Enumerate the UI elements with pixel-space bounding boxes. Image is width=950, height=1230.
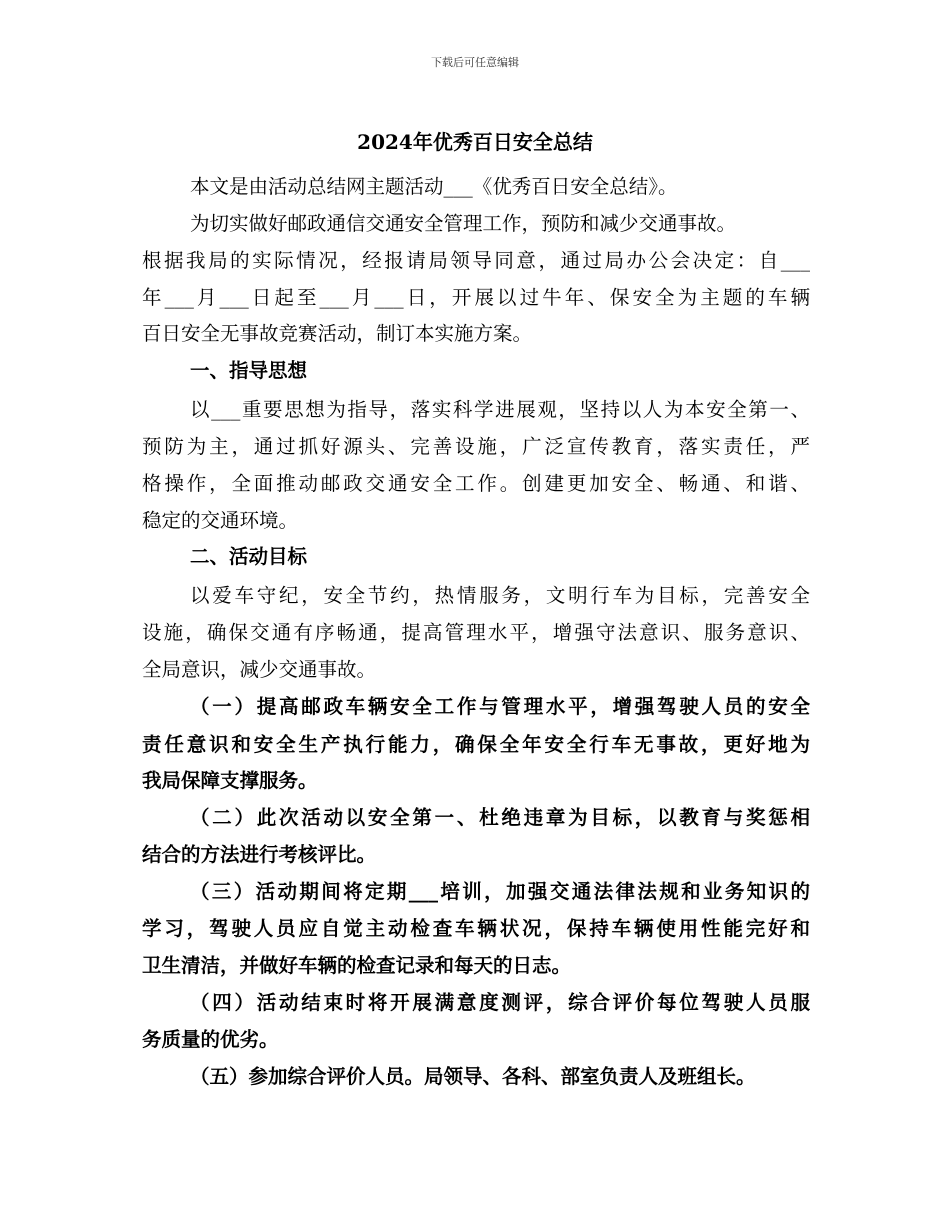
paragraph-line: 预防为主，通过抓好源头、完善设施，广泛宣传教育，落实责任，严 <box>142 435 810 458</box>
paragraph-line: 本文是由活动总结网主题活动___《优秀百日安全总结》。 <box>190 175 678 198</box>
paragraph-line: 责任意识和安全生产执行能力，确保全年安全行车无事故，更好地为 <box>142 733 810 756</box>
paragraph-line: 根据我局的实际情况，经报请局领导同意，通过局办公会决定：自___ <box>142 249 810 272</box>
paragraph-line: 稳定的交通环境。 <box>142 509 299 532</box>
paragraph-line: 我局保障支撑服务。 <box>142 769 318 792</box>
paragraph-line: 为切实做好邮政通信交通安全管理工作，预防和减少交通事故。 <box>190 212 737 235</box>
paragraph-line: 务质量的优劣。 <box>142 1028 279 1051</box>
paragraph-line: （一）提高邮政车辆安全工作与管理水平，增强驾驶人员的安全 <box>190 695 810 718</box>
paragraph-line: 百日安全无事故竞赛活动，制订本实施方案。 <box>142 322 533 345</box>
document-title: 2024年优秀百日安全总结 <box>357 130 593 154</box>
section-heading: 一、指导思想 <box>190 359 308 382</box>
paragraph-line: 年___月___日起至___月___日，开展以过牛年、保安全为主题的车辆 <box>142 286 810 309</box>
paragraph-line: 设施，确保交通有序畅通，提高管理水平，增强守法意识、服务意识、 <box>142 621 810 644</box>
paragraph-line: （四）活动结束时将开展满意度测评，综合评价每位驾驶人员服 <box>190 991 810 1014</box>
header-note: 下载后可任意编辑 <box>431 56 519 69</box>
section-heading: 二、活动目标 <box>190 545 308 568</box>
paragraph-line: 格操作，全面推动邮政交通安全工作。创建更加安全、畅通、和谐、 <box>142 472 810 495</box>
paragraph-line: 全局意识，减少交通事故。 <box>142 658 377 681</box>
paragraph-line: （三）活动期间将定期___培训，加强交通法律法规和业务知识的 <box>190 880 810 903</box>
paragraph-line: 学习，驾驶人员应自觉主动检查车辆状况，保持车辆使用性能完好和 <box>142 917 810 940</box>
paragraph-line: 以爱车守纪，安全节约，热情服务，文明行车为目标，完善安全 <box>190 584 810 607</box>
paragraph-line: （二）此次活动以安全第一、杜绝违章为目标，以教育与奖惩相 <box>190 806 810 829</box>
paragraph-line: （五）参加综合评价人员。局领导、各科、部室负责人及班组长。 <box>190 1065 756 1088</box>
paragraph-line: 卫生清洁，并做好车辆的检查记录和每天的日志。 <box>142 954 572 977</box>
paragraph-line: 以___重要思想为指导，落实科学进展观，坚持以人为本安全第一、 <box>190 398 810 421</box>
paragraph-line: 结合的方法进行考核评比。 <box>142 843 377 866</box>
